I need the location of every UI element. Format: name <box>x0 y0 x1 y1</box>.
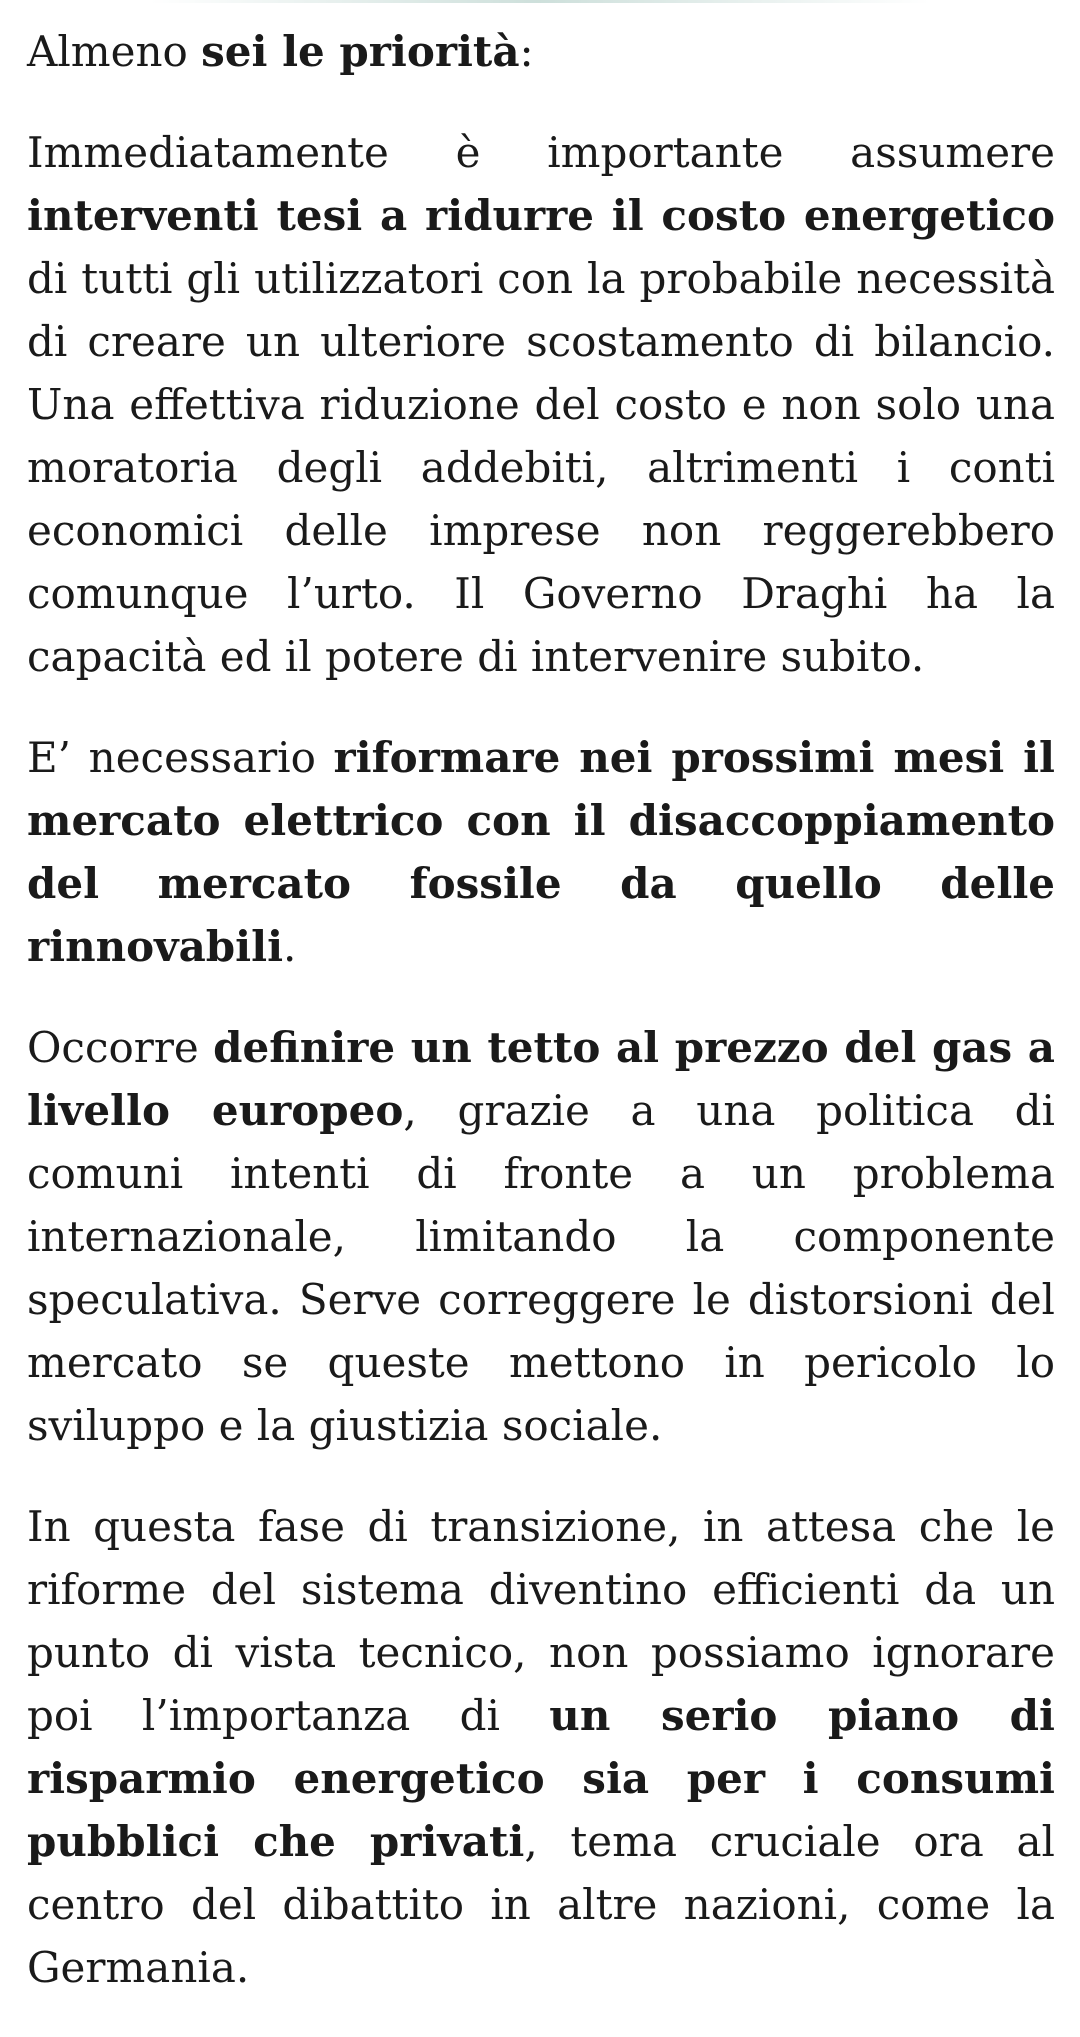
paragraph-gas-price-cap-lead: Occorre <box>27 1023 214 1072</box>
paragraph-electric-market-bold: riformare nei prossimi mesi il mercato elettrico con il disaccoppiamento del mercato fossile da quello delle rinnovabili <box>27 733 1055 971</box>
top-edge-shadow <box>150 0 930 3</box>
intro-colon: : <box>519 27 534 76</box>
paragraph-energy-cost-rest: di tutti gli utilizzatori con la probabile necessità di creare un ulteriore scostamento di bilancio. Una effettiva riduzione del costo e non solo una moratoria degli addebiti, altrimenti i conti economici delle imprese non reggerebbero comunque l’urto. Il Governo Draghi ha la capacità ed il potere di intervenire subito. <box>27 254 1055 681</box>
article-body <box>27 20 1055 2037</box>
paragraph-energy-saving <box>27 1495 1055 1999</box>
paragraph-gas-price-cap-bold: definire un tetto al prezzo del gas a livello europeo <box>27 1023 1055 1135</box>
paragraph-energy-cost-lead: Immediatamente è importante assumere <box>27 128 1055 177</box>
paragraph-energy-cost-bold: interventi tesi a ridurre il costo energetico <box>27 191 1055 240</box>
intro-paragraph <box>27 20 1055 83</box>
paragraph-energy-saving-rest: , tema cruciale ora al centro del dibattito in altre nazioni, come la Germania. <box>27 1817 1055 1992</box>
paragraph-electric-market <box>27 726 1055 978</box>
paragraph-gas-price-cap-rest: , grazie a una politica di comuni intenti di fronte a un problema internazionale, limitando la componente speculativa. Serve correggere le distorsioni del mercato se queste mettono in pericolo lo sviluppo e la giustizia sociale. <box>27 1086 1055 1450</box>
paragraph-energy-saving-lead: In questa fase di transizione, in attesa che le riforme del sistema diventino efficienti da un punto di vista tecnico, non possiamo ignorare poi l’importanza di <box>27 1502 1055 1740</box>
intro-text: Almeno <box>27 27 202 76</box>
paragraph-gas-price-cap <box>27 1016 1055 1457</box>
paragraph-energy-cost <box>27 121 1055 688</box>
paragraph-electric-market-lead: E’ necessario <box>27 733 334 782</box>
paragraph-electric-market-rest: . <box>283 922 297 971</box>
intro-bold: sei le priorità <box>201 27 520 76</box>
paragraph-energy-saving-bold: un serio piano di risparmio energetico sia per i consumi pubblici che privati <box>27 1691 1055 1866</box>
